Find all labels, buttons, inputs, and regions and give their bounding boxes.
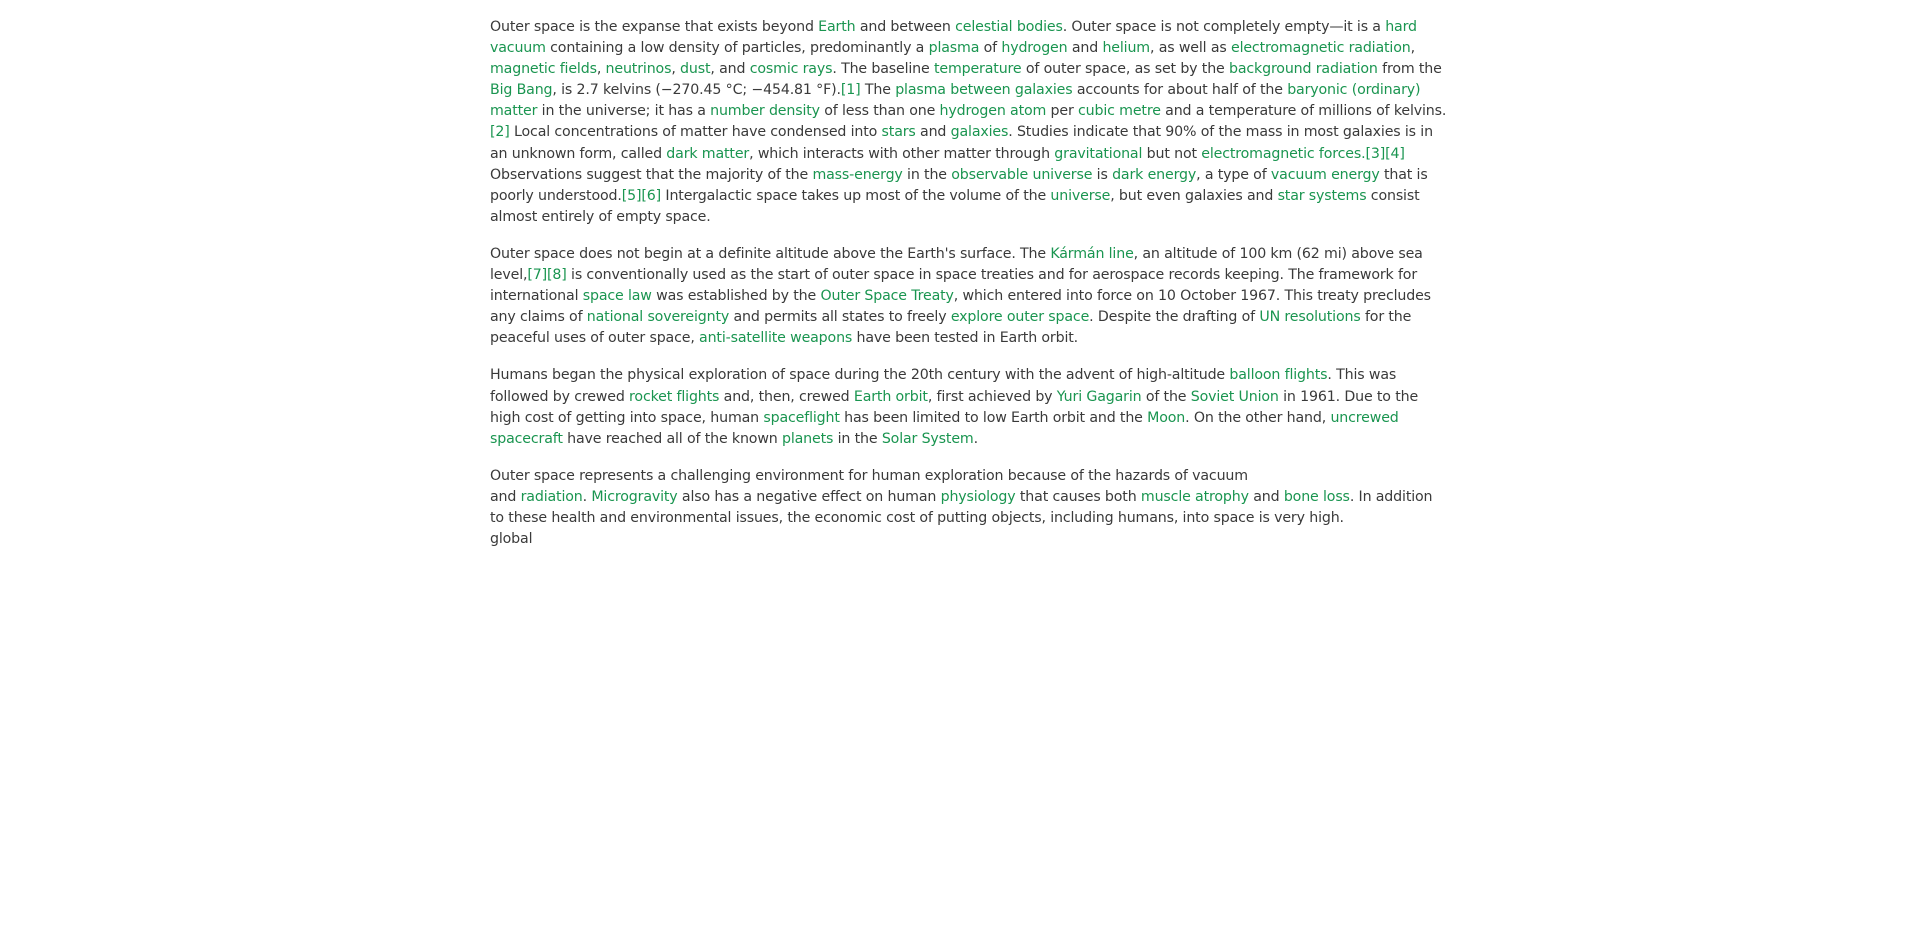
paragraph-text: Intergalactic space takes up most of the volume of the [661, 187, 1051, 204]
citation-link[interactable]: [1] [840, 82, 861, 99]
paragraph-text: Observations suggest that the majority of the [490, 166, 813, 183]
article-link[interactable]: gravitational [1054, 145, 1143, 162]
article-link[interactable]: Yuri Gagarin [1056, 388, 1142, 405]
paragraph-text: , [1410, 40, 1415, 57]
paragraph-text: that causes both [1015, 488, 1141, 505]
paragraph-text: The [860, 82, 896, 99]
paragraph-text: have been tested in Earth orbit. [852, 330, 1079, 347]
paragraph-text: . In addition to these health and environmental issues, the economic cost of putting objects, including humans, into space is very high. [490, 488, 1433, 526]
article-link[interactable]: national sovereignty [586, 309, 730, 326]
paragraph-text: , [671, 61, 681, 78]
article-link[interactable]: mass-energy [812, 166, 903, 183]
citation-link[interactable]: [4] [1385, 145, 1405, 162]
article-link[interactable]: Soviet Union [1190, 388, 1279, 405]
paragraph-text: in the universe; it has a [537, 103, 711, 120]
citation-link[interactable]: [8] [547, 267, 567, 284]
article-body [490, 17, 1450, 566]
paragraph-text: . [582, 488, 592, 505]
article-link[interactable]: electromagnetic radiation [1230, 40, 1411, 57]
article-paragraph [490, 244, 1450, 349]
article-link[interactable]: bone loss [1283, 488, 1350, 505]
article-link[interactable]: Big Bang [490, 82, 553, 99]
paragraph-text: and a temperature of millions of kelvins. [1160, 103, 1447, 120]
article-link[interactable]: uncrewed spacecraft [490, 409, 1399, 447]
paragraph-text: , [596, 61, 606, 78]
paragraph-text: , which entered into force on 10 October 1967. This treaty precludes any claims of [490, 288, 1431, 326]
article-link[interactable]: neutrinos [605, 61, 672, 78]
article-link[interactable]: universe [1050, 187, 1111, 204]
paragraph-text: . [973, 430, 978, 447]
article-link[interactable]: temperature [933, 61, 1022, 78]
article-link[interactable]: electromagnetic forces. [1201, 145, 1366, 162]
citation-link[interactable]: [5] [621, 187, 642, 204]
article-link[interactable]: radiation [520, 488, 583, 505]
article-link[interactable]: rocket flights [629, 388, 720, 405]
article-link[interactable]: number density [710, 103, 820, 120]
paragraph-text: Outer space is the expanse that exists beyond [490, 19, 819, 35]
article-link[interactable]: dark matter [666, 145, 750, 162]
article-link[interactable]: plasma between galaxies [895, 82, 1073, 99]
article-link[interactable]: baryonic (ordinary) matter [490, 82, 1421, 120]
paragraph-text: , is 2.7 kelvins (−270.45 °C; −454.81 °F). [552, 82, 841, 99]
article-link[interactable]: muscle atrophy [1140, 488, 1249, 505]
article-link[interactable]: Earth [818, 19, 856, 35]
paragraph-text: in 1961. Due to the high cost of getting into space, human [490, 388, 1419, 426]
paragraph-text: in the [902, 166, 952, 183]
paragraph-text: , which interacts with other matter through [749, 145, 1055, 162]
article-link[interactable]: dust [680, 61, 711, 78]
citation-link[interactable]: [7] [527, 267, 548, 284]
paragraph-text: , but even galaxies and [1110, 187, 1278, 204]
article-link[interactable]: balloon flights [1229, 367, 1328, 384]
article-link[interactable]: plasma [928, 40, 980, 57]
paragraph-text: has been limited to low Earth orbit and the [839, 409, 1148, 426]
article-link[interactable]: hydrogen atom [939, 103, 1047, 120]
article-link[interactable]: planets [781, 430, 834, 447]
paragraph-text: . This was followed by crewed [490, 367, 1397, 405]
paragraph-text: also has a negative effect on human [677, 488, 941, 505]
paragraph-text: and between [855, 19, 956, 35]
article-link[interactable]: cubic metre [1078, 103, 1161, 120]
paragraph-text: , an altitude of 100 km (62 mi) above sea level, [490, 245, 1423, 284]
paragraph-text: and [1067, 40, 1103, 57]
paragraph-text: of the [1141, 388, 1191, 405]
paragraph-text: , first achieved by [927, 388, 1057, 405]
paragraph-text: of less than one [819, 103, 940, 120]
paragraph-text: . Outer space is not completely empty—it is a [1062, 19, 1386, 35]
paragraph-text: was established by the [651, 288, 821, 305]
article-link[interactable]: Earth orbit [853, 388, 928, 405]
paragraph-text: have reached all of the known [562, 430, 782, 447]
paragraph-text: , and [710, 61, 750, 78]
article-link[interactable]: physiology [940, 488, 1016, 505]
paragraph-text: , as well as [1149, 40, 1231, 57]
paragraph-text: and, then, crewed [719, 388, 854, 405]
paragraph-text: that is poorly understood. [490, 166, 1428, 204]
paragraph-text: per [1046, 103, 1079, 120]
article-link[interactable]: Outer Space Treaty [820, 288, 954, 305]
paragraph-text: . Studies indicate that 90% of the mass in most galaxies is in an unknown form, called [490, 124, 1433, 162]
article-link[interactable]: Kármán line [1050, 245, 1134, 262]
article-link[interactable]: celestial bodies [955, 19, 1063, 35]
paragraph-text: of [979, 40, 1002, 57]
paragraph-text: is [1092, 166, 1113, 183]
article-link[interactable]: stars [881, 124, 916, 141]
paragraph-text: but not [1142, 145, 1202, 162]
paragraph-text: and permits all states to freely [729, 309, 951, 326]
citation-link[interactable]: [2] [490, 124, 510, 141]
paragraph-text: , a type of [1196, 166, 1271, 183]
article-link[interactable]: observable universe [951, 166, 1093, 183]
article-link[interactable]: Moon [1147, 409, 1186, 426]
paragraph-text: Outer space does not begin at a definite altitude above the Earth's surface. The [490, 245, 1051, 262]
article-paragraph [490, 17, 1450, 228]
citation-link[interactable]: [3] [1365, 145, 1386, 162]
paragraph-text: and [490, 488, 521, 505]
paragraph-text: . Despite the drafting of [1089, 309, 1260, 326]
article-paragraph [490, 466, 1450, 550]
article-link[interactable]: hard vacuum [490, 19, 1417, 57]
article-link[interactable]: UN resolutions [1259, 309, 1361, 326]
paragraph-text: and [915, 124, 951, 141]
article-link[interactable]: Solar System [881, 430, 974, 447]
paragraph-text: Outer space represents a challenging environment for human exploration because of the hazards of vacuum [490, 467, 1248, 484]
paragraph-text: Local concentrations of matter have condensed into [509, 124, 882, 141]
article-link[interactable]: Microgravity [591, 488, 678, 505]
article-link[interactable]: galaxies [950, 124, 1009, 141]
article-link[interactable]: anti-satellite weapons [699, 330, 853, 347]
paragraph-text: Humans began the physical exploration of space during the 20th century with the advent of high-altitude [490, 367, 1230, 384]
paragraph-text: for the peaceful uses of outer space, [490, 309, 1412, 347]
article-link[interactable]: space law [582, 288, 652, 305]
paragraph-text: consist almost entirely of empty space. [490, 187, 1420, 225]
paragraph-text: and [1248, 488, 1284, 505]
citation-link[interactable]: [6] [641, 187, 662, 204]
article-link[interactable]: cosmic rays [749, 61, 833, 78]
paragraph-text: accounts for about half of the [1072, 82, 1288, 99]
article-link[interactable]: vacuum energy [1270, 166, 1380, 183]
paragraph-text: global [490, 531, 533, 548]
article-link[interactable]: background radiation [1228, 61, 1378, 78]
article-link[interactable]: magnetic fields [490, 61, 597, 78]
paragraph-text: . On the other hand, [1185, 409, 1331, 426]
article-paragraph [490, 365, 1450, 449]
paragraph-text: containing a low density of particles, predominantly a [545, 40, 929, 57]
paragraph-text: is conventionally used as the start of outer space in space treaties and for aerospace records keeping. The framework for international [490, 267, 1418, 305]
article-link[interactable]: explore outer space [950, 309, 1090, 326]
article-link[interactable]: star systems [1277, 187, 1367, 204]
article-link[interactable]: helium [1102, 40, 1150, 57]
article-link[interactable]: hydrogen [1001, 40, 1068, 57]
paragraph-text: in the [833, 430, 882, 447]
article-link[interactable]: spaceflight [763, 409, 840, 426]
article-link[interactable]: dark energy [1112, 166, 1197, 183]
paragraph-text: from the [1377, 61, 1442, 78]
paragraph-text: . The baseline [832, 61, 934, 78]
paragraph-text: of outer space, as set by the [1021, 61, 1229, 78]
